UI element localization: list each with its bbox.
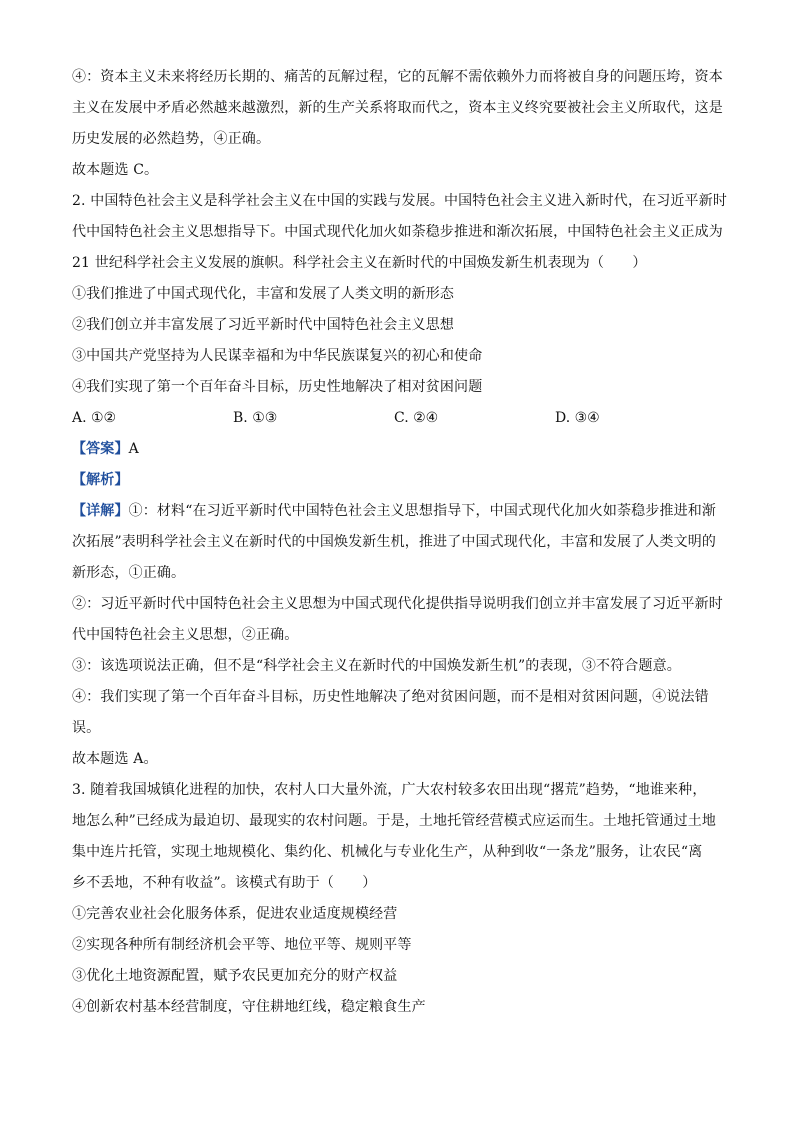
q2-detail-line: ④：我们实现了第一个百年奋斗目标，历史性地解决了绝对贫困问题，而不是相对贫困问题，④说法错 bbox=[72, 689, 709, 705]
prev-analysis-line: 主义在发展中矛盾必然越来越激烈，新的生产关系将取而代之，资本主义终究要被社会主义所取代，这是 bbox=[72, 100, 723, 116]
answer-tag: 【答案】 bbox=[72, 441, 129, 457]
q2-answer bbox=[72, 434, 722, 465]
q2-option-d: D. ③④ bbox=[555, 410, 600, 426]
q3-statement: ④创新农村基本经营制度，守住耕地红线，稳定粮食生产 bbox=[72, 999, 426, 1015]
q2-detail-line: 新形态，①正确。 bbox=[72, 565, 186, 581]
q2-detail-line: 代中国特色社会主义思想，②正确。 bbox=[72, 627, 299, 643]
q2-option-a: A. ①② bbox=[72, 410, 117, 426]
q2-conclusion: 故本题选 A。 bbox=[72, 751, 158, 767]
prev-analysis-line: 历史发展的必然趋势，④正确。 bbox=[72, 131, 271, 147]
q2-detail-line: ②：习近平新时代中国特色社会主义思想为中国式现代化提供指导说明我们创立并丰富发展了习近平新时 bbox=[72, 596, 723, 612]
q3-stem-line: 集中连片托管，实现土地规模化、集约化、机械化与专业化生产，从种到收“一条龙”服务，让农民“离 bbox=[72, 844, 703, 860]
q2-option-b: B. ①③ bbox=[233, 410, 278, 426]
q2-options bbox=[72, 403, 722, 434]
q3-stem-line: 3. 随着我国城镇化进程的加快，农村人口大量外流，广大农村较多农田出现“撂荒”趋势，“地谁来种， bbox=[72, 782, 707, 798]
q2-option-c: C. ②④ bbox=[394, 410, 439, 426]
q3-stem-line: 地怎么种”已经成为最迫切、最现实的农村问题。于是，土地托管经营模式应运而生。土地托管通过土地 bbox=[72, 813, 717, 829]
prev-conclusion: 故本题选 C。 bbox=[72, 162, 159, 178]
q2-detail-line: 误。 bbox=[72, 720, 101, 736]
q2-statement: ①我们推进了中国式现代化，丰富和发展了人类文明的新形态 bbox=[72, 286, 455, 302]
q3-statement: ②实现各种所有制经济机会平等、地位平等、规则平等 bbox=[72, 937, 412, 953]
q2-detail-line: ③：该选项说法正确，但不是“科学社会主义在新时代的中国焕发新生机”的表现，③不符合题意。 bbox=[72, 658, 681, 674]
q3-stem-line: 乡不丢地，不种有收益”。该模式有助于（ ） bbox=[72, 875, 377, 891]
analysis-tag: 【解析】 bbox=[72, 472, 129, 488]
document-page bbox=[72, 62, 728, 1023]
answer-value: A bbox=[128, 441, 139, 457]
q2-stem-line: 2. 中国特色社会主义是科学社会主义在中国的实践与发展。中国特色社会主义进入新时代，在习近平新时 bbox=[72, 193, 728, 209]
q3-statement: ①完善农业社会化服务体系，促进农业适度规模经营 bbox=[72, 906, 398, 922]
q2-statement: ③中国共产党坚持为人民谋幸福和为中华民族谋复兴的初心和使命 bbox=[72, 348, 483, 364]
q2-analysis-heading bbox=[72, 465, 722, 496]
q3-statement: ③优化土地资源配置，赋予农民更加充分的财产权益 bbox=[72, 968, 398, 984]
prev-analysis-line: ④：资本主义未来将经历长期的、痛苦的瓦解过程，它的瓦解不需依赖外力而将被自身的问题压垮，资本 bbox=[72, 69, 723, 85]
q2-statement: ②我们创立并丰富发展了习近平新时代中国特色社会主义思想 bbox=[72, 317, 455, 333]
detail-text: ①：材料“在习近平新时代中国特色社会主义思想指导下，中国式现代化加火如荼稳步推进和渐 bbox=[128, 503, 717, 519]
q2-stem-line: 代中国特色社会主义思想指导下。中国式现代化加火如荼稳步推进和渐次拓展，中国特色社会主义正成为 bbox=[72, 224, 723, 240]
q2-detail-line: 次拓展”表明科学社会主义在新时代的中国焕发新生机，推进了中国式现代化，丰富和发展了人类文明的 bbox=[72, 534, 717, 550]
q2-detail-line bbox=[72, 496, 722, 527]
q2-statement: ④我们实现了第一个百年奋斗目标，历史性地解决了相对贫困问题 bbox=[72, 379, 483, 395]
q2-stem-line: 21 世纪科学社会主义发展的旗帜。科学社会主义在新时代的中国焕发新生机表现为（ ） bbox=[72, 255, 647, 271]
detail-tag: 【详解】 bbox=[72, 503, 129, 519]
